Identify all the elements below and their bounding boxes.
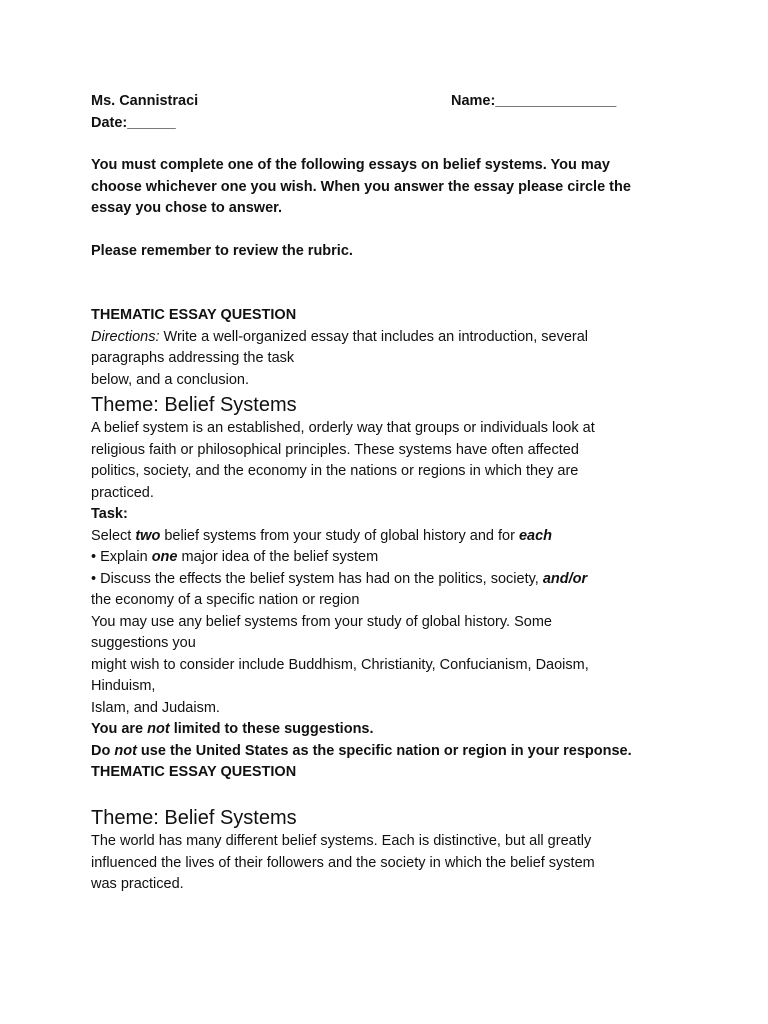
suggestions-line: might wish to consider include Buddhism, Christianity, Confucianism, Daoism, xyxy=(91,656,589,673)
task-bullet-continued: the economy of a specific nation or region xyxy=(91,592,360,608)
task-text: belief systems from your study of global history and for xyxy=(160,527,519,544)
task-emphasis: each xyxy=(518,527,553,544)
task-label: Task: xyxy=(91,506,128,522)
instructions-paragraph xyxy=(91,155,631,220)
note-text: Do xyxy=(91,742,115,759)
limit-text: limited to these suggestions. xyxy=(169,721,374,737)
essay-1-title: THEMATIC ESSAY QUESTION xyxy=(91,307,297,323)
student-name-field: Name:_______________ xyxy=(451,93,617,109)
date-field: Date:______ xyxy=(91,115,176,131)
bullet-emphasis: one xyxy=(151,549,178,565)
bullet-text: major idea of the belief system xyxy=(177,549,379,565)
task-emphasis: two xyxy=(135,527,161,544)
essay-2-section xyxy=(91,805,595,896)
instructions-line: You must complete one of the following essays on belief systems. You may xyxy=(91,157,610,173)
bullet-text: • Explain xyxy=(91,549,152,565)
essay-2-title: THEMATIC ESSAY QUESTION xyxy=(91,764,297,780)
teacher-name: Ms. Cannistraci xyxy=(91,93,199,109)
suggestions-line: suggestions you xyxy=(91,635,196,651)
note-emphasis: not xyxy=(114,742,137,759)
essay-1-paragraph-line: practiced. xyxy=(91,484,154,501)
rubric-reminder: Please remember to review the rubric. xyxy=(91,243,353,259)
essay-1-paragraph-line: politics, society, and the economy in the nations or regions in which they are xyxy=(91,463,579,479)
essay-2-theme-heading: Theme: Belief Systems xyxy=(91,807,297,829)
essay-2-paragraph-line: influenced the lives of their followers and the society in which the belief system xyxy=(91,854,595,871)
essay-1-paragraph-line: religious faith or philosophical principles. These systems have often affected xyxy=(91,441,579,458)
instructions-line: choose whichever one you wish. When you answer the essay please circle the xyxy=(91,178,631,195)
essay-2-paragraph-line: The world has many different belief systems. Each is distinctive, but all greatly xyxy=(91,833,592,849)
limit-note xyxy=(91,719,632,741)
suggestions-line: Islam, and Judaism. xyxy=(91,699,220,716)
suggestions-line: Hinduism, xyxy=(91,678,156,694)
task-instruction xyxy=(91,526,632,548)
note-text: use the United States as the specific nation or region in your response. xyxy=(136,742,632,759)
worksheet-header xyxy=(91,91,711,113)
task-bullet xyxy=(91,569,632,591)
directions-line xyxy=(91,327,632,349)
limit-emphasis: not xyxy=(147,721,170,737)
task-text: Select xyxy=(91,527,136,544)
essay-1-theme-heading: Theme: Belief Systems xyxy=(91,394,297,416)
task-bullet xyxy=(91,547,632,569)
essay-1-section xyxy=(91,305,632,784)
directions-line: below, and a conclusion. xyxy=(91,371,249,388)
suggestions-line: You may use any belief systems from your study of global history. Some xyxy=(91,613,552,630)
bullet-text: • Discuss the effects the belief system has had on the politics, society, xyxy=(91,570,543,587)
directions-line: paragraphs addressing the task xyxy=(91,350,295,366)
essay-1-paragraph-line: A belief system is an established, orderly way that groups or individuals look at xyxy=(91,420,595,436)
bullet-emphasis: and/or xyxy=(542,570,588,587)
essay-2-paragraph-line: was practiced. xyxy=(91,876,184,892)
united-states-note xyxy=(91,741,632,763)
instructions-line: essay you chose to answer. xyxy=(91,200,283,216)
directions-text: Write a well-organized essay that includes an introduction, several xyxy=(159,328,589,345)
limit-text: You are xyxy=(91,721,148,737)
directions-label: Directions: xyxy=(91,328,160,345)
